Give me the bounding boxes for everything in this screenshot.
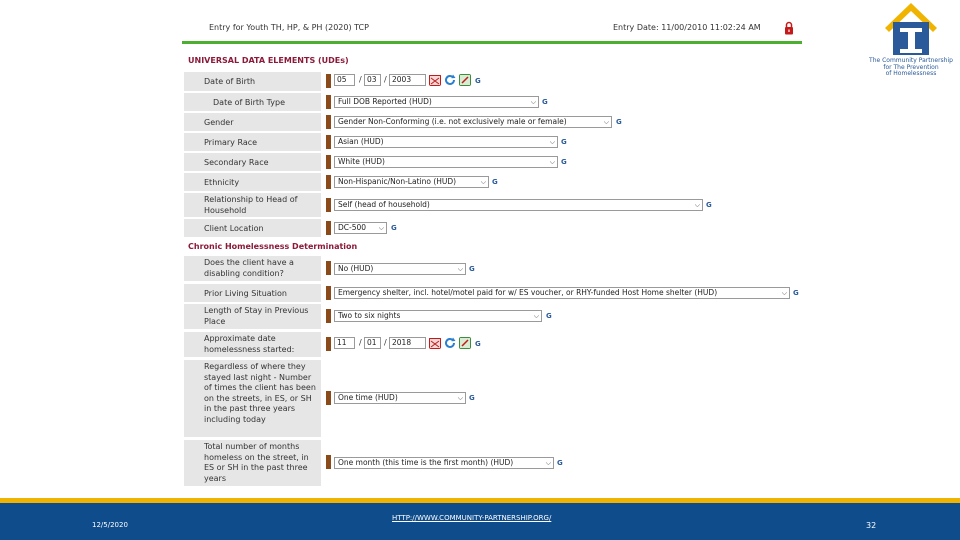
field-label: Relationship to Head of Household (184, 193, 321, 217)
refresh-icon[interactable] (444, 337, 456, 349)
page-number: 32 (866, 521, 877, 530)
field-label: Prior Living Situation (184, 284, 321, 302)
chevron-down-icon: ⌵ (457, 265, 463, 273)
select-value: Full DOB Reported (HUD) (338, 97, 432, 106)
select-value: Gender Non-Conforming (i.e. not exclusively male or female) (338, 117, 567, 126)
select-value: DC-500 (338, 223, 367, 232)
select-value: Non-Hispanic/Non-Latino (HUD) (338, 177, 457, 186)
field-label: Gender (184, 113, 321, 131)
g-indicator: G (475, 340, 481, 348)
field-label: Date of Birth (184, 72, 321, 91)
client-location-select[interactable] (334, 222, 387, 234)
required-marker (326, 74, 331, 88)
date-separator: / (384, 338, 387, 347)
organization-logo (862, 0, 960, 80)
disabling-condition-select[interactable] (334, 263, 466, 275)
section-title-chronic: Chronic Homelessness Determination (188, 242, 358, 251)
field-label: Ethnicity (184, 173, 321, 191)
g-indicator: G (706, 201, 712, 209)
field-label: Approximate date homelessness started: (184, 332, 321, 357)
date-separator: / (384, 75, 387, 84)
chevron-down-icon: ⌵ (457, 394, 463, 402)
field-label: Secondary Race (184, 153, 321, 171)
form-title: Entry for Youth TH, HP, & PH (2020) TCP (209, 23, 369, 32)
field-label: Length of Stay in Previous Place (184, 304, 321, 329)
field-label: Primary Race (184, 133, 321, 151)
g-indicator: G (616, 118, 622, 126)
required-marker (326, 135, 331, 149)
date-separator: / (359, 338, 362, 347)
calendar-icon[interactable] (429, 74, 441, 86)
select-value: White (HUD) (338, 157, 385, 166)
chevron-down-icon: ⌵ (533, 312, 539, 320)
logo-line-3: of Homelessness (885, 70, 937, 77)
g-indicator: G (469, 394, 475, 402)
header-divider (182, 41, 802, 44)
relationship-select[interactable] (334, 199, 703, 211)
house-logo-icon (862, 0, 960, 58)
dob-month-input[interactable]: 05 (334, 74, 355, 86)
logo-line-1: The Community Partnership (869, 57, 953, 64)
required-marker (326, 175, 331, 189)
refresh-icon[interactable] (444, 74, 456, 86)
calendar-icon[interactable] (429, 337, 441, 349)
total-months-select[interactable] (334, 457, 554, 469)
g-indicator: G (391, 224, 397, 232)
required-marker (326, 337, 331, 351)
approx-date-day-input[interactable]: 01 (364, 337, 381, 349)
approx-date-year-input[interactable]: 2018 (389, 337, 426, 349)
field-label: Total number of months homeless on the street, in ES or SH in the past three years (184, 440, 321, 486)
chevron-down-icon: ⌵ (378, 224, 384, 232)
gender-select[interactable] (334, 116, 612, 128)
date-separator: / (359, 75, 362, 84)
required-marker (326, 286, 331, 300)
field-label: Regardless of where they stayed last night - Number of times the client has been on the streets, in ES, or SH in the past three years including today (184, 360, 321, 437)
chevron-down-icon: ⌵ (545, 459, 551, 467)
g-indicator: G (546, 312, 552, 320)
g-indicator: G (793, 289, 799, 297)
chevron-down-icon: ⌵ (603, 118, 609, 126)
required-marker (326, 455, 331, 469)
g-indicator: G (561, 158, 567, 166)
g-indicator: G (561, 138, 567, 146)
footer-url-link[interactable]: HTTP://WWW.COMMUNITY-PARTNERSHIP.ORG/ (392, 514, 552, 522)
select-value: Two to six nights (338, 311, 401, 320)
g-indicator: G (557, 459, 563, 467)
approx-date-month-input[interactable]: 11 (334, 337, 355, 349)
logo-caption (862, 58, 960, 78)
g-indicator: G (492, 178, 498, 186)
edit-icon[interactable] (459, 337, 471, 349)
section-title-udes: UNIVERSAL DATA ELEMENTS (UDEs) (188, 56, 349, 65)
required-marker (326, 198, 331, 212)
g-indicator: G (475, 77, 481, 85)
required-marker (326, 155, 331, 169)
length-of-stay-select[interactable] (334, 310, 542, 322)
chevron-down-icon: ⌵ (530, 98, 536, 106)
select-value: One month (this time is the first month) (HUD) (338, 458, 514, 467)
dob-type-select[interactable] (334, 96, 539, 108)
lock-icon[interactable] (784, 21, 794, 35)
dob-year-input[interactable]: 2003 (389, 74, 426, 86)
required-marker (326, 115, 331, 129)
edit-icon[interactable] (459, 74, 471, 86)
required-marker (326, 221, 331, 235)
field-label: Client Location (184, 219, 321, 237)
select-value: Asian (HUD) (338, 137, 384, 146)
g-indicator: G (542, 98, 548, 106)
select-value: Emergency shelter, incl. hotel/motel paid for w/ ES voucher, or RHY-funded Host Home shelter (HUD) (338, 288, 718, 297)
dob-day-input[interactable]: 03 (364, 74, 381, 86)
primary-race-select[interactable] (334, 136, 558, 148)
required-marker (326, 95, 331, 109)
required-marker (326, 309, 331, 323)
footer-date: 12/5/2020 (92, 521, 128, 529)
prior-living-situation-select[interactable] (334, 287, 790, 299)
entry-date: Entry Date: 11/00/2010 11:02:24 AM (613, 23, 761, 32)
chevron-down-icon: ⌵ (781, 289, 787, 297)
chevron-down-icon: ⌵ (694, 201, 700, 209)
logo-line-2: for The Prevention (883, 63, 939, 71)
select-value: No (HUD) (338, 264, 374, 273)
g-indicator: G (469, 265, 475, 273)
field-label: Does the client have a disabling condition? (184, 256, 321, 281)
times-on-streets-select[interactable] (334, 392, 466, 404)
ethnicity-select[interactable] (334, 176, 489, 188)
select-value: Self (head of household) (338, 200, 430, 209)
slide-footer (0, 503, 960, 540)
chevron-down-icon: ⌵ (480, 178, 486, 186)
required-marker (326, 391, 331, 405)
chevron-down-icon: ⌵ (549, 158, 555, 166)
secondary-race-select[interactable] (334, 156, 558, 168)
chevron-down-icon: ⌵ (549, 138, 555, 146)
field-label: Date of Birth Type (184, 93, 321, 111)
required-marker (326, 261, 331, 275)
form-header (200, 20, 800, 40)
select-value: One time (HUD) (338, 393, 398, 402)
